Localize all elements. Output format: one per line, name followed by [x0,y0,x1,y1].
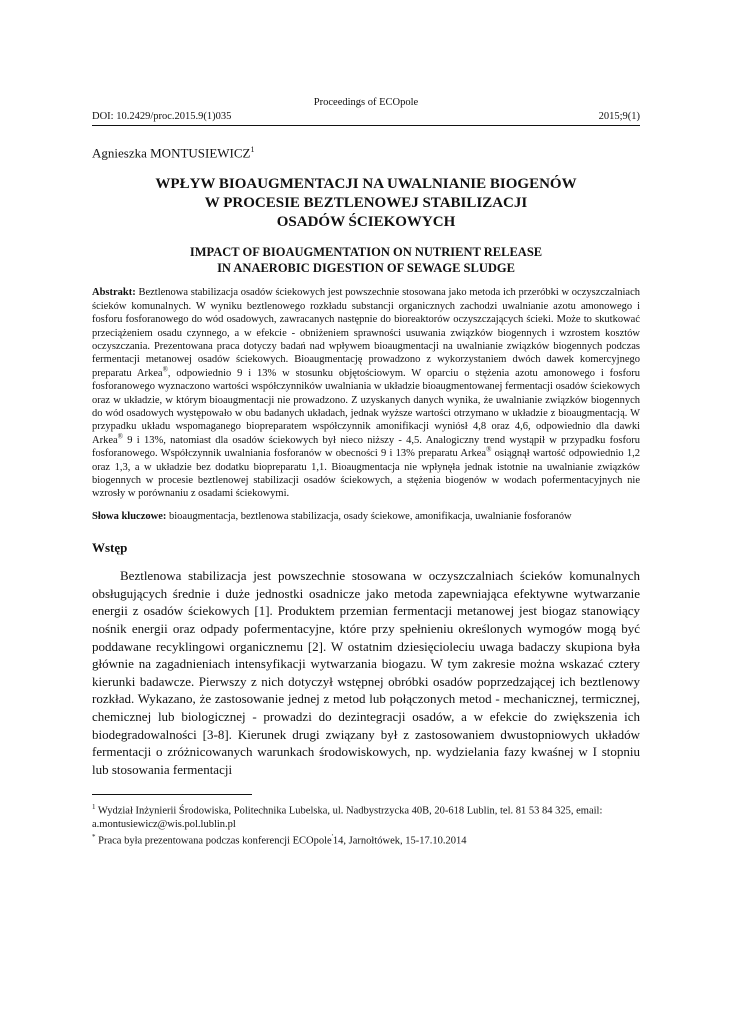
author [92,142,640,161]
footnote-conference [92,831,640,848]
body-paragraph: Beztlenowa stabilizacja jest powszechnie stosowana w oczyszczalniach ścieków komunalnych obsługujących średnie i duże jednostki osadnicze jako metoda zapewniająca efektywne wytwarzanie energii z osadów ściekowych [1]. Produktem przemian fermentacji metanowej jest biogaz stanowiący nośnik energii oraz odpady pofermentacyjne, które przy spełnieniu określonych wymogów mogą być poddawane recyklingowi organicznemu [2]. W ostatnim dziesięcioleciu uwaga badaczy skupiona była głównie na zagadnieniach intensyfikacji wytwarzania biogazu. W tym zakresie można wskazać cztery kierunki badawcze. Pierwszy z nich dotyczył wstępnej obróbki osadów poprzedzającej ich beztlenowy rozkład. Wykazano, że zastosowanie jednej z metod lub połączonych metod - mechanicznej, termicznej, chemicznej lub biologicznej - prowadzi do dezintegracji osadów, a w efekcie do zwiększenia ich biodegradowalności [3-8]. Kierunek drugi związany był z zastosowaniem dwustopniowych układów fermentacji o zróżnicowanych warunkach środowiskowych, np. wydzielania fazy kwaśnej w I stopniu lub stosowania fermentacji [92,568,640,777]
abstract-text: Beztlenowa stabilizacja osadów ściekowych jest powszechnie stosowana jako metoda ich przeróbki w oczyszczalniach ścieków komunalnych. W wyniku beztlenowego rozkładu substancji organicznych zachodzi uwalnianie azotu amonowego i fosforu fosforanowego do wód osadowych, zawracanych następnie do bioreaktorów oczyszczających ścieki. Może to skutkować przeciążeniem osadu czynnego, a w efekcie - obniżeniem sprawności usuwania związków biogennych i wzrostem kosztów oczyszczania. Prezentowana praca dotyczy badań nad wpływem bioaugmentacji na uwalnianie związków biogennych podczas fermentacji metanowej osadów ściekowych. Bioaugmentację prowadzono z wykorzystaniem dwóch dawek komercyjnego preparatu Arkea [92,287,640,379]
title-polish-line: OSADÓW ŚCIEKOWYCH [276,214,456,231]
title-polish-line: WPŁYW BIOAUGMENTACJI NA UWALNIANIE BIOGENÓW [155,176,577,193]
footnotes [92,801,640,848]
footnote-text: Wydział Inżynierii Środowiska, Politechnika Lubelska, ul. Nadbystrzycka 40B, 20-618 Lublin, tel. 81 53 84 325, email: a.montusiewicz@wis.pol.lublin.pl [92,805,603,831]
abstract-text: 9 i 13%, natomiast dla osadów ściekowych był nieco niższy - 4,5. Analogiczny trend wystąpił w przypadku fosforu fosforanowego. Współczynnik uwalniania fosforanów w obecności 9 i 13% preparatu Arkea [92,434,640,460]
abstract-text: , odpowiednio 9 i 13% w stosunku objętościowym. W oparciu o stężenia azotu amonowego i fosforu fosforanowego wyznaczono wartości współczynników uwalniania w układzie bioaugmentowanej fermentacji osadów ściekowych oraz w układzie, w którym bioaugmentacji nie prowadzono. Z uzyskanych danych wynika, że uwalnianie związków biogennych do wód osadowych występowało w obu badanych układach, jednak wyższe wartości otrzymano w układzie z bioaugmentacją. W przypadku układu wspomaganego biopreparatem współczynnik amonifikacji wyniósł 4,8 oraz 4,6, odpowiednio dla dawki Arkea [92,367,640,446]
title-polish [92,175,640,232]
doi-row [92,110,640,126]
volume: 2015;9(1) [598,111,640,122]
abstract-label: Abstrakt: [92,287,136,299]
footnote-text: 14, Jarnołtówek, 15-17.10.2014 [332,835,467,847]
title-english [92,244,640,276]
doi: DOI: 10.2429/proc.2015.9(1)035 [92,111,232,122]
keywords-text: bioaugmentacja, beztlenowa stabilizacja, osady ściekowe, amonifikacja, uwalnianie fosforanów [166,510,572,522]
section-heading: Wstęp [92,540,128,556]
keywords-label: Słowa kluczowe: [92,510,167,522]
registered-mark: ® [486,445,492,454]
running-head: Proceedings of ECOpole [313,97,419,108]
title-polish-line: W PROCESIE BEZTLENOWEJ STABILIZACJI [204,195,528,212]
registered-mark: ® [162,365,168,374]
author-name: Agnieszka MONTUSIEWICZ [92,145,251,161]
footnote-divider [92,794,252,795]
title-english-line: IMPACT OF BIOAUGMENTATION ON NUTRIENT RELEASE [189,245,543,260]
keywords [92,510,640,523]
footnote-affiliation [92,801,640,831]
author-footnote-mark: 1 [250,145,255,154]
registered-mark: ® [117,432,123,441]
paper-page [92,96,640,848]
footnote-mark: 1 [92,803,96,812]
title-english-line: IN ANAEROBIC DIGESTION OF SEWAGE SLUDGE [217,261,515,276]
abstract [92,286,640,501]
abstract-text: osiągnął wartość odpowiednio 1,2 oraz 1,3, a w układzie bez dodatku biopreparatu 1,1. Bioaugmentacja nie wpłynęła jednak istotnie na uwalnianie związków biogennych w procesie beztlenowej stabilizacji osadów ściekowych, a stężenia biogenów w wodach pofermentacyjnych nie wzrosły w porównaniu z osadami ściekowymi. [92,448,640,500]
footnote-text: Praca była prezentowana podczas konferencji ECOpole [95,835,332,847]
footnote-apostrophe: ' [331,833,333,842]
footnote-mark: * [92,833,96,842]
